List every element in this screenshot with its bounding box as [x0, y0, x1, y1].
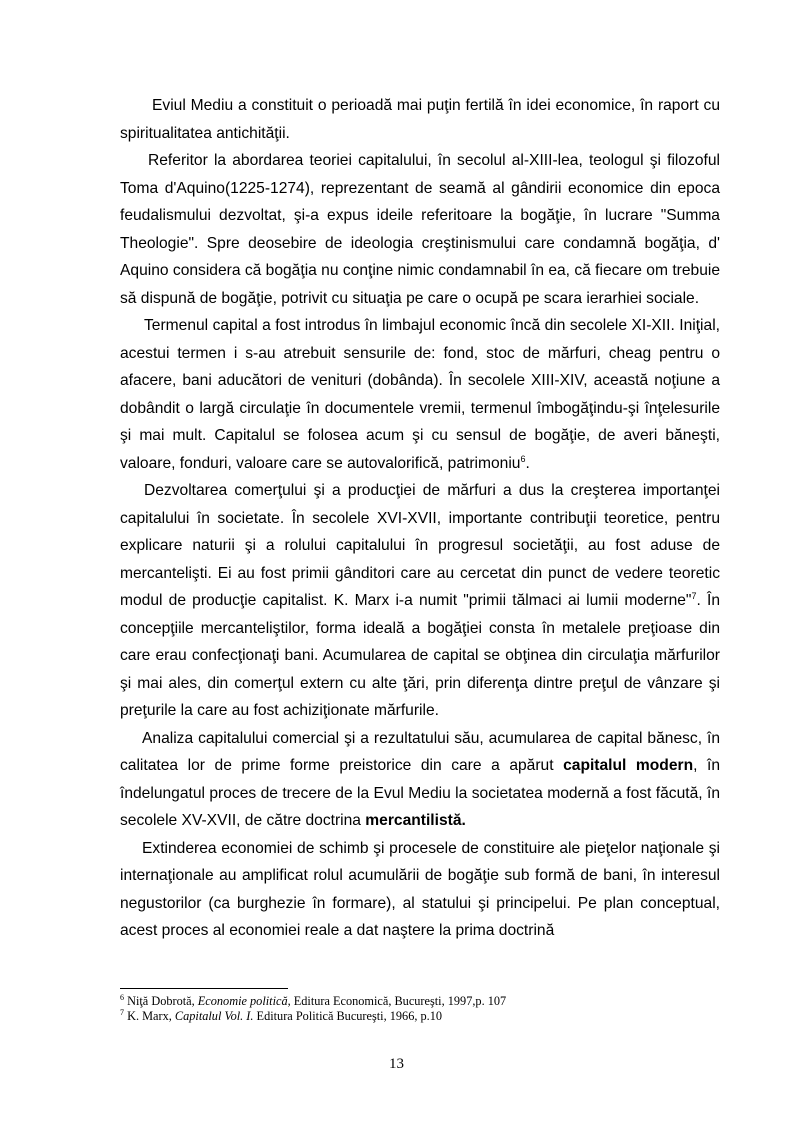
footnote-author: K. Marx, [127, 1009, 175, 1023]
paragraph-aquino [120, 147, 720, 312]
paragraph-middle-ages [120, 92, 720, 147]
paragraph-text: Eviul Mediu a constituit o perioadă mai puţin fertilă în idei economice, în raport cu spiritualitatea antichităţii. [120, 97, 720, 142]
paragraph-exchange-economy [120, 835, 720, 945]
footnote-separator [120, 988, 288, 989]
page-number: 13 [389, 1056, 404, 1072]
bold-term-mercantilista: mercantilistă. [365, 812, 466, 829]
footnote-6 [120, 994, 720, 1009]
body-text [120, 92, 720, 945]
footnote-author: Niţă Dobrotă, [127, 994, 198, 1008]
paragraph-text: Extinderea economiei de schimb şi procesele de constituire ale pieţelor naţionale şi internaţionale au amplificat rolul acumulării de bogăţie sub formă de bani, în interesul negustorilor (ca burghezie în formare), al statului şi principelui. Pe plan conceptual, acest proces al economiei reale a dat naştere la prima doctrină [120, 839, 720, 939]
paragraph-capital-term [120, 312, 720, 477]
paragraph-text: Termenul capital a fost introdus în limbajul economic încă din secolele XI-XII. Iniţial, acestui termen i s-au atrebuit sensurile de: fond, stoc de mărfuri, cheag pentru o afacere, bani aducători de venituri (dobânda). În secolele XIII-XIV, această noţiune a dobândit o largă circulaţie în documentele vremii, termenul îmbogăţindu-şi înţelesurile şi mai mult. Capitalul se folosea acum şi cu sensul de bogăţie, de averi băneşti, valoare, fonduri, valoare care se autovalorifică, patrimoniu [120, 317, 720, 472]
paragraph-text-end: . [525, 454, 530, 472]
footnote-number: 6 [120, 992, 124, 1002]
footnote-title: Capitalul Vol. I. [174, 1009, 254, 1023]
footnote-publisher: Editura Politică Bucureşti, 1966, p.10 [253, 1009, 443, 1023]
paragraph-text-continued: , în îndelungatul proces de trecere de la Evul Mediu la societatea modernă a fost făcută, în secolele XV-XVII, de către doctrina [120, 757, 720, 829]
footnote-ref-6: 6 [520, 453, 526, 464]
paragraph-commercial-capital [120, 725, 720, 835]
footnote-title: Economie politică, [197, 994, 291, 1008]
footnotes [120, 994, 720, 1024]
paragraph-text-continued: . În concepţiile mercanteliştilor, forma ideală a bogăţiei consta în metalele preţioase din care erau confecţionaţi bani. Acumularea de capital se obţinea din circulaţia mărfurilor şi mai ales, din comerţul extern cu alte ţări, prin diferenţa dintre preţul de vânzare şi preţurile la care au fost achiziţionate mărfurile. [120, 592, 720, 719]
footnote-publisher: Editura Economică, Bucureşti, 1997,p. 107 [290, 994, 507, 1008]
footnote-7 [120, 1009, 720, 1024]
footnote-number: 7 [120, 1007, 124, 1017]
paragraph-text: Dezvoltarea comerţului şi a producţiei de mărfuri a dus la creşterea importanţei capitalului în societate. În secolele XVI-XVII, importante contribuţii teoretice, pentru explicare naturii şi a rolului capitalului în progresul societăţii, au fost aduse de mercantelişti. Ei au fost primii gânditori care au cercetat din punct de vedere teoretic modul de producţie capitalist. K. Marx i-a numit "primii tălmaci ai lumii moderne" [120, 482, 720, 609]
footnote-ref-7: 7 [691, 590, 697, 601]
paragraph-text: Referitor la abordarea teoriei capitalului, în secolul al-XIII-lea, teologul şi filozoful Toma d'Aquino(1225-1274), reprezentant de seamă al gândirii economice din epoca feudalismului dezvoltat, şi-a expus ideile referitoare la bogăţie, în lucrare "Summa Theologie". Spre deosebire de ideologia creştinismului care condamnă bogăţia, d' Aquino considera că bogăţia nu conţine nimic condamnabil în ea, că fiecare om trebuie să dispună de bogăţie, potrivit cu situaţia pe care o ocupă pe scara ierarhiei sociale. [120, 152, 720, 307]
bold-term-capitalul-modern: capitalul modern [563, 757, 694, 774]
paragraph-text: Analiza capitalului comercial şi a rezultatului său, acumularea de capital bănesc, în calitatea lor de prime forme preistorice din care a apărut [120, 729, 720, 774]
paragraph-commerce [120, 477, 720, 725]
